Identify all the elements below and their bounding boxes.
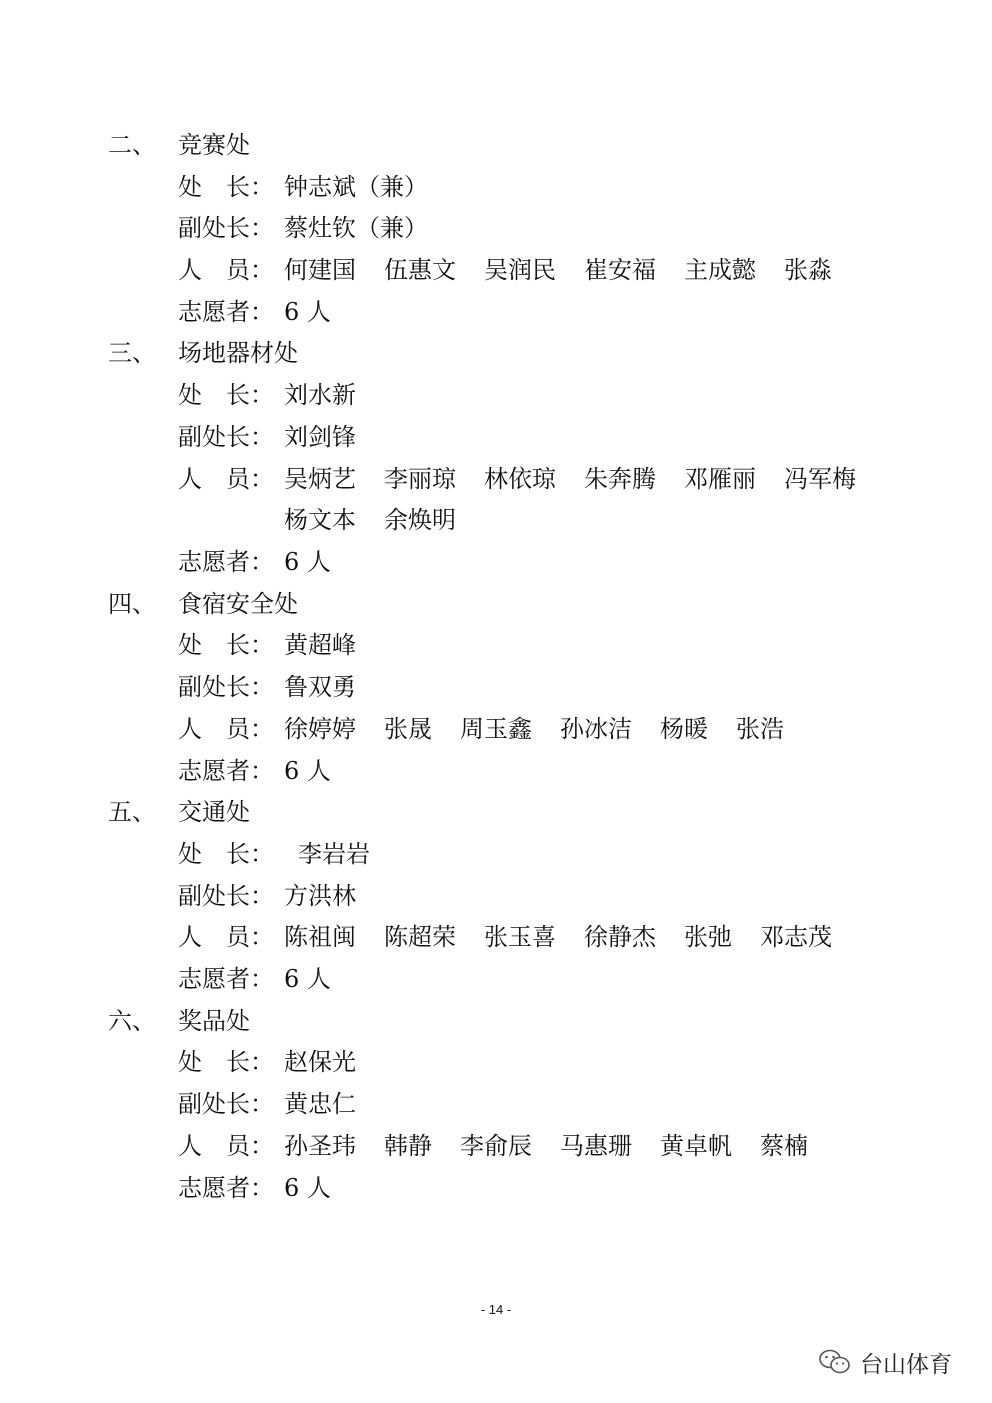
staff-name: 蔡楠 bbox=[760, 1132, 808, 1160]
deputy-name: 方洪林 bbox=[284, 882, 356, 910]
staff-name: 陈超荣 bbox=[384, 923, 456, 951]
staff-label: 人 员： bbox=[178, 256, 274, 284]
staff-name: 张弛 bbox=[684, 923, 732, 951]
deputy-label: 副处长： bbox=[178, 214, 274, 242]
deputy-label: 副处长： bbox=[178, 673, 274, 701]
staff-name: 张浩 bbox=[736, 715, 784, 743]
staff-label: 人 员： bbox=[178, 715, 274, 743]
staff-name: 邓雁丽 bbox=[684, 465, 756, 493]
staff-list bbox=[284, 249, 860, 291]
staff-label: 人 员： bbox=[178, 465, 274, 493]
volunteer-label: 志愿者： bbox=[178, 298, 274, 326]
head-name: 刘水新 bbox=[284, 381, 356, 409]
head-name: 李岩岩 bbox=[298, 840, 370, 868]
volunteer-label: 志愿者： bbox=[178, 1174, 274, 1202]
head-name: 黄超峰 bbox=[284, 631, 356, 659]
staff-list bbox=[284, 916, 860, 958]
section-number: 六、 bbox=[108, 1007, 156, 1035]
staff-list bbox=[284, 708, 812, 750]
head-label: 处 长： bbox=[178, 1048, 274, 1076]
staff-list bbox=[284, 458, 884, 500]
staff-name: 徐静杰 bbox=[584, 923, 656, 951]
section-number: 二、 bbox=[108, 131, 156, 159]
staff-name: 杨暖 bbox=[660, 715, 708, 743]
section-title: 奖品处 bbox=[178, 1007, 250, 1035]
staff-label: 人 员： bbox=[178, 923, 274, 951]
section-title: 交通处 bbox=[178, 798, 250, 826]
wechat-icon bbox=[818, 1348, 852, 1376]
staff-name: 余焕明 bbox=[384, 506, 456, 534]
volunteer-label: 志愿者： bbox=[178, 965, 274, 993]
section-title: 竞赛处 bbox=[178, 131, 250, 159]
volunteer-count: 6 人 bbox=[284, 548, 331, 576]
head-label: 处 长： bbox=[178, 381, 274, 409]
volunteer-count: 6 人 bbox=[284, 965, 331, 993]
staff-name: 孙冰洁 bbox=[560, 715, 632, 743]
staff-name: 陈祖闽 bbox=[284, 923, 356, 951]
deputy-name: 鲁双勇 bbox=[284, 673, 356, 701]
page-number: - 14 - bbox=[480, 1302, 512, 1317]
head-label: 处 长： bbox=[178, 840, 274, 868]
staff-name: 马惠珊 bbox=[560, 1132, 632, 1160]
section-number: 五、 bbox=[108, 798, 156, 826]
volunteer-label: 志愿者： bbox=[178, 548, 274, 576]
staff-list bbox=[284, 1125, 836, 1167]
staff-label: 人 员： bbox=[178, 1132, 274, 1160]
staff-name: 冯军梅 bbox=[784, 465, 856, 493]
staff-name: 张晟 bbox=[384, 715, 432, 743]
head-label: 处 长： bbox=[178, 173, 274, 201]
staff-name: 周玉鑫 bbox=[460, 715, 532, 743]
head-name: 赵保光 bbox=[284, 1048, 356, 1076]
section-title: 场地器材处 bbox=[178, 339, 298, 367]
staff-name: 杨文本 bbox=[284, 506, 356, 534]
staff-name: 孙圣玮 bbox=[284, 1132, 356, 1160]
section-title: 食宿安全处 bbox=[178, 590, 298, 618]
deputy-label: 副处长： bbox=[178, 882, 274, 910]
staff-list bbox=[284, 499, 484, 541]
staff-name: 崔安福 bbox=[584, 256, 656, 284]
staff-name: 韩静 bbox=[384, 1132, 432, 1160]
volunteer-label: 志愿者： bbox=[178, 757, 274, 785]
section-number: 三、 bbox=[108, 339, 156, 367]
staff-name: 主成懿 bbox=[684, 256, 756, 284]
deputy-label: 副处长： bbox=[178, 1090, 274, 1118]
watermark-text: 台山体育 bbox=[860, 1351, 952, 1378]
deputy-label: 副处长： bbox=[178, 423, 274, 451]
deputy-name: 黄忠仁 bbox=[284, 1090, 356, 1118]
staff-name: 李丽琼 bbox=[384, 465, 456, 493]
staff-name: 伍惠文 bbox=[384, 256, 456, 284]
head-label: 处 长： bbox=[178, 631, 274, 659]
section-number: 四、 bbox=[108, 590, 156, 618]
deputy-name: 蔡灶钦（兼） bbox=[284, 214, 428, 242]
staff-name: 徐婷婷 bbox=[284, 715, 356, 743]
volunteer-count: 6 人 bbox=[284, 298, 331, 326]
staff-name: 何建国 bbox=[284, 256, 356, 284]
volunteer-count: 6 人 bbox=[284, 757, 331, 785]
staff-name: 吴润民 bbox=[484, 256, 556, 284]
staff-name: 张淼 bbox=[784, 256, 832, 284]
staff-name: 朱奔腾 bbox=[584, 465, 656, 493]
staff-name: 邓志茂 bbox=[760, 923, 832, 951]
staff-name: 李俞辰 bbox=[460, 1132, 532, 1160]
staff-name: 张玉喜 bbox=[484, 923, 556, 951]
deputy-name: 刘剑锋 bbox=[284, 423, 356, 451]
head-name: 钟志斌（兼） bbox=[284, 173, 428, 201]
staff-name: 黄卓帆 bbox=[660, 1132, 732, 1160]
watermark bbox=[818, 1342, 952, 1382]
staff-name: 吴炳艺 bbox=[284, 465, 356, 493]
staff-name: 林依琼 bbox=[484, 465, 556, 493]
volunteer-count: 6 人 bbox=[284, 1174, 331, 1202]
